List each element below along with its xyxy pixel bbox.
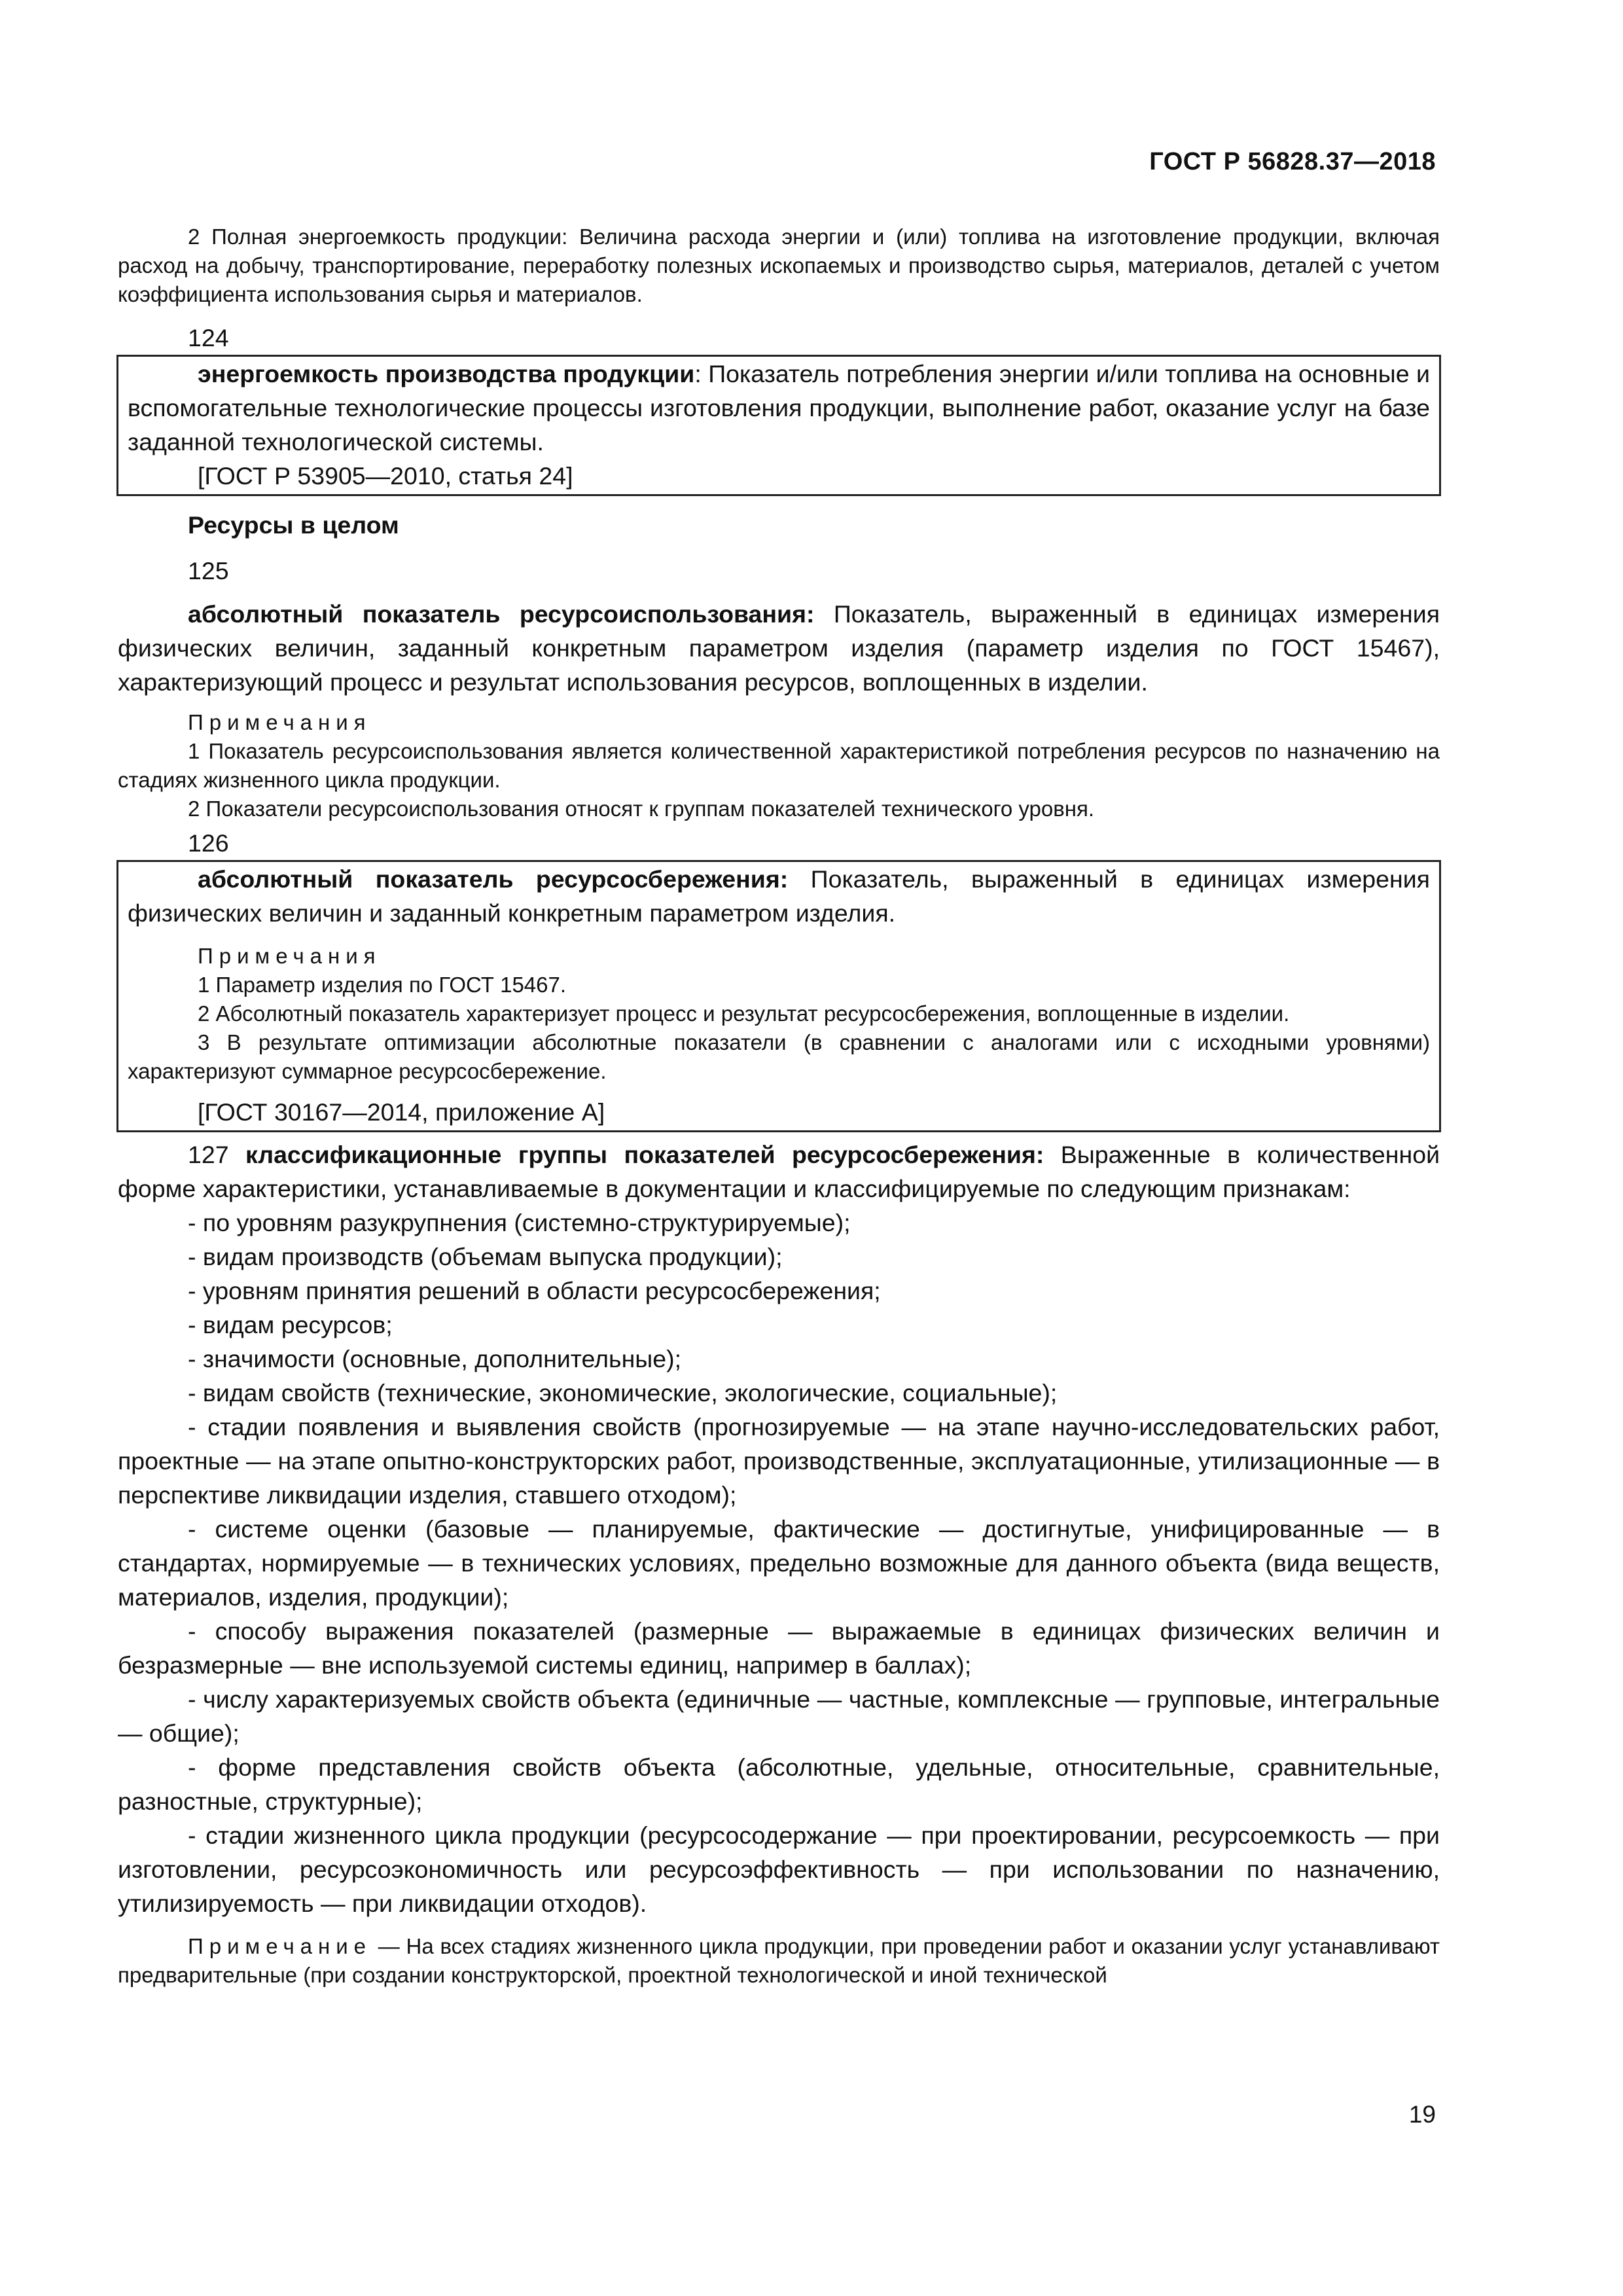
entry-124-text <box>128 357 1430 459</box>
entry-125-text <box>118 597 1440 699</box>
entry-124-definition: : Показатель потребления энергии и/или топлива на основные и вспомогательные технологические процессы изготовления продукции, выполнение работ, оказание услуг на базе заданной технологической системы. <box>128 360 1431 456</box>
list-item: - видам ресурсов; <box>188 1311 393 1338</box>
document-body <box>118 223 1440 1990</box>
top-note: 2 Полная энергоемкость продукции: Величина расхода энергии и (или) топлива на изготовление продукции, включая расход на добычу, транспортирование, переработку полезных ископаемых и производство сырья, материалов, деталей с учетом коэффициента использования сырья и материалов. <box>118 224 1440 306</box>
list-item: - способу выражения показателей (размерные — выражаемые в единицах физических величин и безразмерные — вне используемой системы единиц, например в баллах); <box>118 1617 1440 1679</box>
entry-126-notes-label: Примечания <box>198 944 382 968</box>
entry-127-number: 127 <box>188 1141 229 1168</box>
entry-125-notes-label: Примечания <box>188 710 372 734</box>
entry-126-definition: Показатель, выраженный в единицах измерения физических величин и заданный конкретным параметром изделия. <box>128 865 1430 927</box>
entry-125-number: 125 <box>188 557 229 584</box>
entry-125-definition: Показатель, выраженный в единицах измерения физических величин, заданный конкретным параметром изделия (параметр изделия по ГОСТ 15467), характеризующий процесс и результат использования ресурсов, воплощенных в изделии. <box>118 600 1440 696</box>
entry-124-number: 124 <box>188 324 229 351</box>
list-item: - по уровням разукрупнения (системно-структурируемые); <box>188 1209 851 1236</box>
entry-127-note <box>118 1932 1440 1990</box>
list-item: - значимости (основные, дополнительные); <box>188 1345 682 1372</box>
entry-127-text <box>118 1138 1440 1206</box>
list-item: - числу характеризуемых свойств объекта (единичные — частные, комплексные — групповые, интегральные — общие); <box>118 1685 1440 1747</box>
entry-127-definition: Выраженные в количественной форме характеристики, устанавливаемые в документации и классифицируемые по следующим признакам: <box>118 1141 1440 1202</box>
entry-126-text <box>128 862 1430 930</box>
entry-125-term: абсолютный показатель ресурсоиспользования: <box>188 600 815 628</box>
section-title: Ресурсы в целом <box>188 511 399 539</box>
list-item: - видам производств (объемам выпуска продукции); <box>188 1243 783 1270</box>
list-item: - стадии появления и выявления свойств (прогнозируемые — на этапе научно-исследовательских работ, проектные — на этапе опытно-конструкторских работ, производственные, эксплуатационные, утилизационные — в перспективе ликвидации изделия, ставшего отходом); <box>118 1413 1440 1509</box>
entry-124-box <box>116 355 1441 496</box>
entry-124-source: [ГОСТ Р 53905—2010, статья 24] <box>198 462 573 490</box>
entry-126-box <box>116 860 1441 1132</box>
list-item: - видам свойств (технические, экономические, экологические, социальные); <box>188 1379 1058 1407</box>
entry-125-note-2: 2 Показатели ресурсоиспользования относят к группам показателей технического уровня. <box>188 797 1095 821</box>
entry-126-number: 126 <box>188 829 229 857</box>
list-item: - системе оценки (базовые — планируемые, фактические — достигнутые, унифицированные — в стандартах, нормируемые — в технических условиях, предельно возможные для данного объекта (вида веществ, материалов, изделия, продукции); <box>118 1515 1440 1611</box>
entry-126-note-3: 3 В результате оптимизации абсолютные показатели (в сравнении с аналогами или с исходными уровнями) характеризуют суммарное ресурсосбережение. <box>128 1030 1430 1083</box>
entry-125-note-1: 1 Показатель ресурсоиспользования является количественной характеристикой потребления ресурсов по назначению на стадиях жизненного цикла продукции. <box>118 739 1440 792</box>
entry-127-note-label: Примечание <box>188 1934 372 1958</box>
entry-126-term: абсолютный показатель ресурсосбережения: <box>198 865 789 893</box>
entry-124-term: энергоемкость производства продукции <box>198 360 695 387</box>
list-item: - стадии жизненного цикла продукции (ресурсосодержание — при проектировании, ресурсоемкость — при изготовлении, ресурсоэкономичность или ресурсоэффективность — при использовании по назначению, утилизируемость — при ликвидации отходов). <box>118 1821 1440 1917</box>
list-item: - форме представления свойств объекта (абсолютные, удельные, относительные, сравнительные, разностные, структурные); <box>118 1753 1440 1815</box>
entry-127-note-text: — На всех стадиях жизненного цикла продукции, при проведении работ и оказании услуг устанавливают предварительные (при создании конструкторской, проектной технологической и иной технической <box>118 1934 1440 1987</box>
entry-127-list <box>118 1206 1440 1920</box>
page-number: 19 <box>1408 2101 1436 2128</box>
entry-127-term: классификационные группы показателей ресурсосбережения: <box>245 1141 1044 1168</box>
entry-126-note-2: 2 Абсолютный показатель характеризует процесс и результат ресурсосбережения, воплощенные в изделии. <box>198 1001 1290 1026</box>
list-item: - уровням принятия решений в области ресурсосбережения; <box>188 1277 881 1304</box>
entry-126-note-1: 1 Параметр изделия по ГОСТ 15467. <box>198 973 567 997</box>
entry-126-source: [ГОСТ 30167—2014, приложение А] <box>198 1098 605 1126</box>
document-header: ГОСТ Р 56828.37—2018 <box>1149 148 1436 175</box>
